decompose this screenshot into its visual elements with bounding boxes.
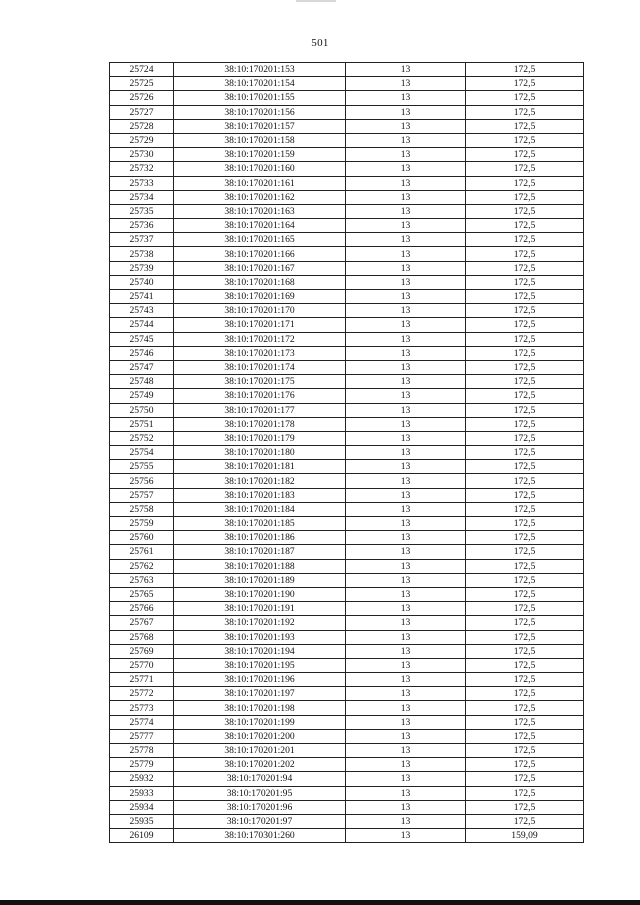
row-id-cell: 25766 [110,602,174,616]
zone-cell: 13 [346,729,466,743]
value-cell: 172,5 [466,701,584,715]
value-cell: 172,5 [466,91,584,105]
zone-cell: 13 [346,133,466,147]
value-cell: 172,5 [466,602,584,616]
row-id-cell: 25762 [110,559,174,573]
cadastral-number-cell: 38:10:170201:166 [174,247,346,261]
zone-cell: 13 [346,261,466,275]
value-cell: 172,5 [466,233,584,247]
row-id-cell: 25777 [110,729,174,743]
row-id-cell: 25728 [110,119,174,133]
zone-cell: 13 [346,744,466,758]
value-cell: 172,5 [466,275,584,289]
cadastral-number-cell: 38:10:170201:201 [174,744,346,758]
value-cell: 172,5 [466,446,584,460]
row-id-cell: 25743 [110,304,174,318]
zone-cell: 13 [346,630,466,644]
table-row [110,517,584,531]
cadastral-number-cell: 38:10:170201:173 [174,346,346,360]
value-cell: 172,5 [466,332,584,346]
zone-cell: 13 [346,715,466,729]
value-cell: 172,5 [466,758,584,772]
table-row [110,304,584,318]
cadastral-number-cell: 38:10:170201:162 [174,190,346,204]
row-id-cell: 25754 [110,446,174,460]
value-cell: 172,5 [466,77,584,91]
row-id-cell: 25747 [110,360,174,374]
cadastral-number-cell: 38:10:170201:200 [174,729,346,743]
zone-cell: 13 [346,673,466,687]
zone-cell: 13 [346,701,466,715]
value-cell: 172,5 [466,261,584,275]
zone-cell: 13 [346,616,466,630]
row-id-cell: 25756 [110,474,174,488]
zone-cell: 13 [346,63,466,77]
value-cell: 172,5 [466,460,584,474]
table-row [110,715,584,729]
cadastral-number-cell: 38:10:170201:188 [174,559,346,573]
table-row [110,63,584,77]
table-row [110,375,584,389]
table-row [110,275,584,289]
table-row [110,360,584,374]
cadastral-number-cell: 38:10:170201:174 [174,360,346,374]
cadastral-number-cell: 38:10:170201:154 [174,77,346,91]
row-id-cell: 25934 [110,800,174,814]
table-row [110,559,584,573]
value-cell: 172,5 [466,105,584,119]
row-id-cell: 25933 [110,786,174,800]
table-row [110,587,584,601]
cadastral-number-cell: 38:10:170201:97 [174,814,346,828]
table-row [110,431,584,445]
row-id-cell: 25761 [110,545,174,559]
value-cell: 159,09 [466,829,584,843]
cadastral-number-cell: 38:10:170201:170 [174,304,346,318]
zone-cell: 13 [346,77,466,91]
zone-cell: 13 [346,247,466,261]
zone-cell: 13 [346,304,466,318]
cadastral-number-cell: 38:10:170201:194 [174,644,346,658]
value-cell: 172,5 [466,673,584,687]
cadastral-number-cell: 38:10:170201:193 [174,630,346,644]
table-row [110,290,584,304]
cadastral-number-cell: 38:10:170201:195 [174,658,346,672]
value-cell: 172,5 [466,360,584,374]
cadastral-number-cell: 38:10:170201:178 [174,417,346,431]
row-id-cell: 25755 [110,460,174,474]
row-id-cell: 25768 [110,630,174,644]
row-id-cell: 25749 [110,389,174,403]
cadastral-number-cell: 38:10:170201:156 [174,105,346,119]
zone-cell: 13 [346,517,466,531]
value-cell: 172,5 [466,417,584,431]
zone-cell: 13 [346,602,466,616]
cadastral-number-cell: 38:10:170201:184 [174,502,346,516]
value-cell: 172,5 [466,162,584,176]
zone-cell: 13 [346,375,466,389]
value-cell: 172,5 [466,474,584,488]
zone-cell: 13 [346,219,466,233]
cadastral-number-cell: 38:10:170201:183 [174,488,346,502]
zone-cell: 13 [346,644,466,658]
table-row [110,673,584,687]
cadastral-number-cell: 38:10:170201:160 [174,162,346,176]
table-row [110,786,584,800]
zone-cell: 13 [346,687,466,701]
table-row [110,800,584,814]
cadastral-number-cell: 38:10:170201:161 [174,176,346,190]
row-id-cell: 25735 [110,204,174,218]
table-row [110,346,584,360]
row-id-cell: 25935 [110,814,174,828]
row-id-cell: 25730 [110,148,174,162]
cadastral-number-cell: 38:10:170201:159 [174,148,346,162]
value-cell: 172,5 [466,573,584,587]
cadastral-number-cell: 38:10:170201:191 [174,602,346,616]
cadastral-number-cell: 38:10:170201:185 [174,517,346,531]
zone-cell: 13 [346,573,466,587]
cadastral-number-cell: 38:10:170201:158 [174,133,346,147]
cadastral-number-cell: 38:10:170201:175 [174,375,346,389]
zone-cell: 13 [346,446,466,460]
row-id-cell: 25746 [110,346,174,360]
zone-cell: 13 [346,332,466,346]
table-row [110,701,584,715]
value-cell: 172,5 [466,644,584,658]
value-cell: 172,5 [466,431,584,445]
cadastral-number-cell: 38:10:170201:202 [174,758,346,772]
table-row [110,630,584,644]
zone-cell: 13 [346,800,466,814]
page-number: 501 [311,37,329,49]
value-cell: 172,5 [466,247,584,261]
table-row [110,332,584,346]
cadastral-number-cell: 38:10:170201:182 [174,474,346,488]
table-row [110,658,584,672]
table-row [110,829,584,843]
table-row [110,531,584,545]
cadastral-number-cell: 38:10:170201:155 [174,91,346,105]
value-cell: 172,5 [466,389,584,403]
value-cell: 172,5 [466,800,584,814]
cadastral-number-cell: 38:10:170201:171 [174,318,346,332]
cadastral-number-cell: 38:10:170201:181 [174,460,346,474]
table-row [110,119,584,133]
row-id-cell: 25737 [110,233,174,247]
zone-cell: 13 [346,176,466,190]
row-id-cell: 25741 [110,290,174,304]
row-id-cell: 25771 [110,673,174,687]
zone-cell: 13 [346,587,466,601]
zone-cell: 13 [346,559,466,573]
row-id-cell: 25765 [110,587,174,601]
zone-cell: 13 [346,829,466,843]
table-row [110,474,584,488]
cadastral-number-cell: 38:10:170201:153 [174,63,346,77]
value-cell: 172,5 [466,219,584,233]
value-cell: 172,5 [466,630,584,644]
row-id-cell: 25729 [110,133,174,147]
table-row [110,105,584,119]
bottom-rule [0,900,640,905]
cadastral-number-cell: 38:10:170201:187 [174,545,346,559]
row-id-cell: 25738 [110,247,174,261]
zone-cell: 13 [346,360,466,374]
table-row [110,446,584,460]
table-row [110,729,584,743]
row-id-cell: 25773 [110,701,174,715]
zone-cell: 13 [346,488,466,502]
cadastral-number-cell: 38:10:170201:172 [174,332,346,346]
cadastral-number-cell: 38:10:170201:192 [174,616,346,630]
zone-cell: 13 [346,658,466,672]
row-id-cell: 25767 [110,616,174,630]
zone-cell: 13 [346,474,466,488]
value-cell: 172,5 [466,744,584,758]
table-row [110,219,584,233]
cadastral-number-cell: 38:10:170201:165 [174,233,346,247]
row-id-cell: 25732 [110,162,174,176]
table-row [110,318,584,332]
row-id-cell: 25760 [110,531,174,545]
zone-cell: 13 [346,119,466,133]
row-id-cell: 25751 [110,417,174,431]
table-row [110,233,584,247]
table-row [110,417,584,431]
table-row [110,148,584,162]
cadastral-number-cell: 38:10:170201:177 [174,403,346,417]
zone-cell: 13 [346,190,466,204]
cadastral-number-cell: 38:10:170201:197 [174,687,346,701]
table-row [110,176,584,190]
row-id-cell: 25740 [110,275,174,289]
value-cell: 172,5 [466,304,584,318]
value-cell: 172,5 [466,148,584,162]
table-row [110,133,584,147]
table-row [110,502,584,516]
zone-cell: 13 [346,772,466,786]
value-cell: 172,5 [466,133,584,147]
row-id-cell: 25748 [110,375,174,389]
row-id-cell: 25752 [110,431,174,445]
zone-cell: 13 [346,403,466,417]
value-cell: 172,5 [466,190,584,204]
value-cell: 172,5 [466,658,584,672]
zone-cell: 13 [346,502,466,516]
zone-cell: 13 [346,148,466,162]
row-id-cell: 25750 [110,403,174,417]
row-id-cell: 25772 [110,687,174,701]
cadastral-number-cell: 38:10:170201:189 [174,573,346,587]
zone-cell: 13 [346,431,466,445]
table-row [110,261,584,275]
zone-cell: 13 [346,318,466,332]
value-cell: 172,5 [466,814,584,828]
cadastral-number-cell: 38:10:170201:198 [174,701,346,715]
table-row [110,644,584,658]
table-row [110,772,584,786]
table-body [110,63,584,843]
row-id-cell: 25726 [110,91,174,105]
value-cell: 172,5 [466,346,584,360]
cadastral-number-cell: 38:10:170201:157 [174,119,346,133]
value-cell: 172,5 [466,318,584,332]
cadastral-number-cell: 38:10:170201:179 [174,431,346,445]
row-id-cell: 25774 [110,715,174,729]
row-id-cell: 25763 [110,573,174,587]
row-id-cell: 25744 [110,318,174,332]
row-id-cell: 25725 [110,77,174,91]
value-cell: 172,5 [466,715,584,729]
cadastral-table [109,62,584,843]
value-cell: 172,5 [466,488,584,502]
table-row [110,204,584,218]
table-row [110,77,584,91]
zone-cell: 13 [346,233,466,247]
zone-cell: 13 [346,290,466,304]
cadastral-number-cell: 38:10:170201:164 [174,219,346,233]
zone-cell: 13 [346,758,466,772]
cadastral-number-cell: 38:10:170301:260 [174,829,346,843]
zone-cell: 13 [346,531,466,545]
cadastral-number-cell: 38:10:170201:186 [174,531,346,545]
cadastral-number-cell: 38:10:170201:96 [174,800,346,814]
zone-cell: 13 [346,814,466,828]
table-row [110,573,584,587]
row-id-cell: 25758 [110,502,174,516]
table-row [110,247,584,261]
zone-cell: 13 [346,346,466,360]
cadastral-number-cell: 38:10:170201:168 [174,275,346,289]
value-cell: 172,5 [466,290,584,304]
cadastral-number-cell: 38:10:170201:199 [174,715,346,729]
table-row [110,389,584,403]
row-id-cell: 25770 [110,658,174,672]
zone-cell: 13 [346,162,466,176]
value-cell: 172,5 [466,204,584,218]
cadastral-number-cell: 38:10:170201:94 [174,772,346,786]
value-cell: 172,5 [466,729,584,743]
table-row [110,744,584,758]
row-id-cell: 25932 [110,772,174,786]
zone-cell: 13 [346,417,466,431]
cadastral-number-cell: 38:10:170201:169 [174,290,346,304]
value-cell: 172,5 [466,687,584,701]
table-row [110,687,584,701]
cadastral-number-cell: 38:10:170201:180 [174,446,346,460]
value-cell: 172,5 [466,531,584,545]
cadastral-number-cell: 38:10:170201:95 [174,786,346,800]
zone-cell: 13 [346,786,466,800]
value-cell: 172,5 [466,502,584,516]
value-cell: 172,5 [466,176,584,190]
value-cell: 172,5 [466,517,584,531]
row-id-cell: 25733 [110,176,174,190]
table-row [110,545,584,559]
table-row [110,190,584,204]
table-row [110,403,584,417]
row-id-cell: 25759 [110,517,174,531]
table-row [110,488,584,502]
value-cell: 172,5 [466,545,584,559]
row-id-cell: 26109 [110,829,174,843]
value-cell: 172,5 [466,772,584,786]
row-id-cell: 25779 [110,758,174,772]
row-id-cell: 25757 [110,488,174,502]
row-id-cell: 25734 [110,190,174,204]
zone-cell: 13 [346,545,466,559]
row-id-cell: 25724 [110,63,174,77]
cadastral-number-cell: 38:10:170201:190 [174,587,346,601]
scan-mark [296,0,336,2]
zone-cell: 13 [346,105,466,119]
value-cell: 172,5 [466,559,584,573]
value-cell: 172,5 [466,403,584,417]
row-id-cell: 25736 [110,219,174,233]
cadastral-number-cell: 38:10:170201:163 [174,204,346,218]
row-id-cell: 25739 [110,261,174,275]
table-row [110,91,584,105]
zone-cell: 13 [346,91,466,105]
table-row [110,602,584,616]
row-id-cell: 25769 [110,644,174,658]
value-cell: 172,5 [466,375,584,389]
value-cell: 172,5 [466,616,584,630]
cadastral-number-cell: 38:10:170201:176 [174,389,346,403]
table-row [110,616,584,630]
table-row [110,758,584,772]
table-row [110,460,584,474]
table-row [110,162,584,176]
row-id-cell: 25778 [110,744,174,758]
zone-cell: 13 [346,275,466,289]
value-cell: 172,5 [466,119,584,133]
zone-cell: 13 [346,204,466,218]
value-cell: 172,5 [466,587,584,601]
value-cell: 172,5 [466,63,584,77]
cadastral-number-cell: 38:10:170201:196 [174,673,346,687]
row-id-cell: 25745 [110,332,174,346]
row-id-cell: 25727 [110,105,174,119]
table-row [110,814,584,828]
zone-cell: 13 [346,389,466,403]
cadastral-number-cell: 38:10:170201:167 [174,261,346,275]
zone-cell: 13 [346,460,466,474]
value-cell: 172,5 [466,786,584,800]
